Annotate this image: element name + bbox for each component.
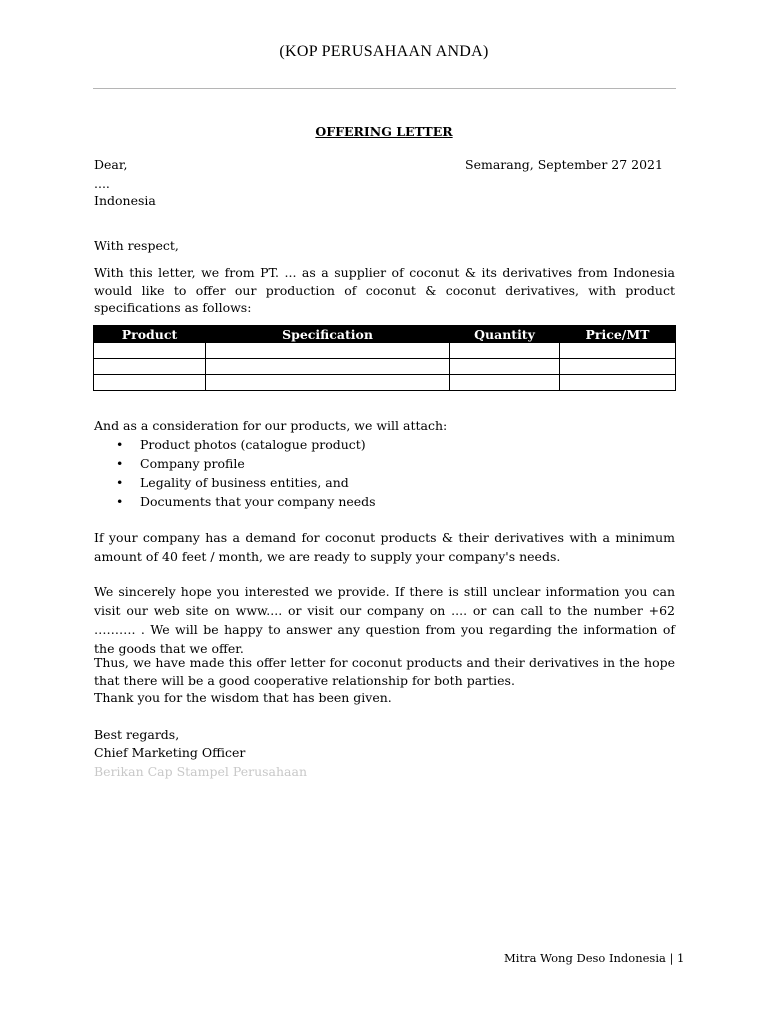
- column-header-price: Price/MT: [560, 326, 676, 343]
- column-header-product: Product: [94, 326, 206, 343]
- list-item: [94, 473, 376, 492]
- table-cell: [94, 359, 206, 375]
- recipient-country: Indonesia: [94, 193, 156, 208]
- column-header-specification: Specification: [206, 326, 450, 343]
- table-cell: [450, 343, 560, 359]
- attachment-label: Legality of business entities, and: [140, 475, 349, 490]
- list-item: [94, 435, 376, 454]
- page-footer: Mitra Wong Deso Indonesia | 1: [504, 951, 685, 965]
- signer-title: Chief Marketing Officer: [94, 745, 246, 760]
- bullet-icon: •: [116, 456, 124, 471]
- header-divider: [93, 88, 676, 89]
- stamp-placeholder-note: Berikan Cap Stampel Perusahaan: [94, 764, 308, 779]
- table-row: [94, 375, 676, 391]
- table-row: [94, 359, 676, 375]
- table-cell: [206, 359, 450, 375]
- attachments-intro: And as a consideration for our products, we will attach:: [94, 418, 448, 433]
- recipient-salutation: Dear,: [94, 157, 128, 172]
- intro-paragraph: With this letter, we from PT. ... as a supplier of coconut & its derivatives from Indonesia would like to offer our production of coconut & coconut derivatives, with product specifications as follows:: [94, 265, 675, 315]
- thanks-line: Thank you for the wisdom that has been given.: [94, 690, 392, 705]
- attachment-label: Product photos (catalogue product): [140, 437, 366, 452]
- attachments-list: [94, 435, 376, 511]
- recipient-name-placeholder: ....: [94, 176, 110, 191]
- table-row: [94, 343, 676, 359]
- table-cell: [560, 343, 676, 359]
- document-title: OFFERING LETTER: [315, 124, 453, 139]
- table-cell: [450, 375, 560, 391]
- table-cell: [94, 375, 206, 391]
- list-item: [94, 454, 376, 473]
- attachment-label: Documents that your company needs: [140, 494, 376, 509]
- signoff: Best regards,: [94, 727, 180, 742]
- table-cell: [560, 375, 676, 391]
- table-cell: [560, 359, 676, 375]
- contact-paragraph: We sincerely hope you interested we provide. If there is still unclear information you can visit our web site on www.... or visit our company on .... or can call to the number +62 ………. . We will be happy to answer any question from you regarding the information of the goods that we offer.: [94, 584, 675, 656]
- table-cell: [450, 359, 560, 375]
- demand-paragraph: If your company has a demand for coconut products & their derivatives with a minimum amount of 40 feet / month, we are ready to supply your company's needs.: [94, 530, 675, 564]
- table-cell: [206, 375, 450, 391]
- greeting: With respect,: [94, 238, 179, 253]
- attachment-label: Company profile: [140, 456, 245, 471]
- letter-date: Semarang, September 27 2021: [465, 157, 663, 172]
- column-header-quantity: Quantity: [450, 326, 560, 343]
- table-cell: [206, 343, 450, 359]
- table-cell: [94, 343, 206, 359]
- bullet-icon: •: [116, 475, 124, 490]
- letterhead-placeholder: (KOP PERUSAHAAN ANDA): [279, 43, 489, 60]
- list-item: [94, 492, 376, 511]
- bullet-icon: •: [116, 494, 124, 509]
- bullet-icon: •: [116, 437, 124, 452]
- product-spec-table: [93, 325, 676, 391]
- table-header-row: [94, 326, 676, 343]
- closing-paragraph: Thus, we have made this offer letter for coconut products and their derivatives in the hope that there will be a good cooperative relationship for both parties.: [94, 655, 675, 688]
